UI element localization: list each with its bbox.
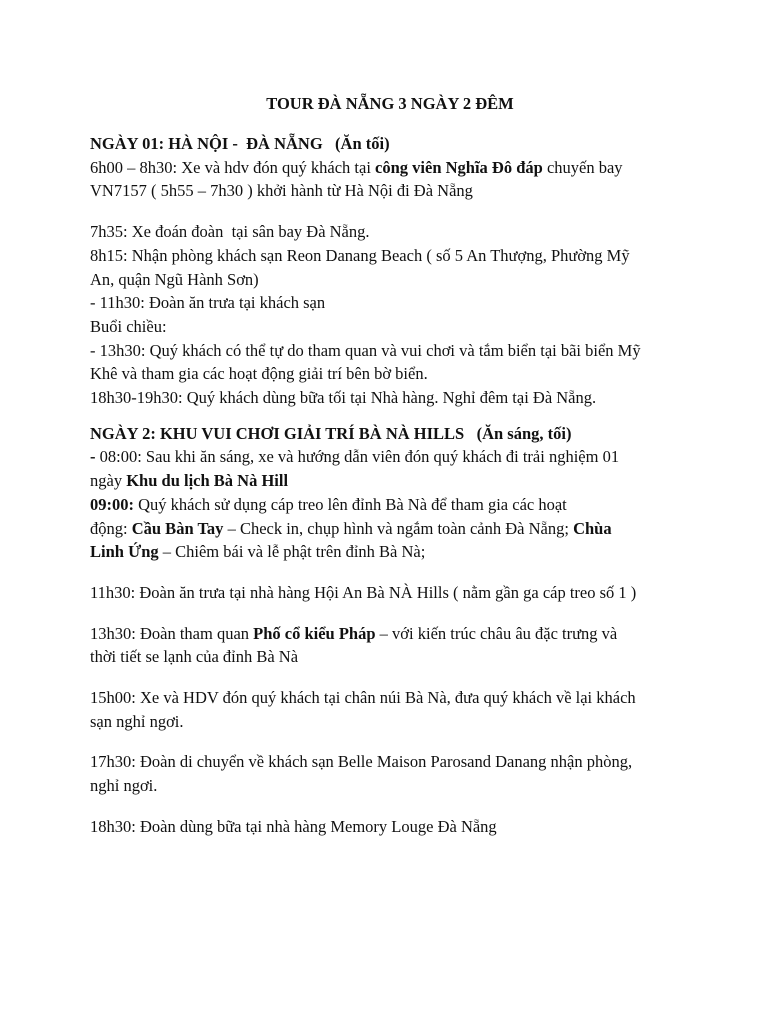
spacer	[90, 798, 690, 815]
spacer	[90, 605, 690, 622]
day2-paragraph-4-line-2: nghỉ ngơi.	[90, 776, 158, 796]
day1-line-8: - 13h30: Quý khách có thể tự do tham quan và vui chơi và tắm biển tại bãi biển Mỹ	[90, 340, 641, 360]
day1-line-1-bold: công viên Nghĩa Đô đáp	[375, 157, 543, 177]
day2-paragraph-2-bold: Phố cổ kiểu Pháp	[253, 623, 376, 643]
day2-heading: NGÀY 2: KHU VUI CHƠI GIẢI TRÍ BÀ NÀ HILLS (Ăn sáng, tối)	[90, 423, 572, 443]
day2-line-1-dash: -	[90, 447, 100, 467]
day1-line-9: Khê và tham gia các hoạt động giải trí bên bờ biển.	[90, 364, 428, 384]
day2-line-3	[90, 493, 690, 517]
day2-line-4	[90, 517, 690, 541]
day1-line-5: An, quận Ngũ Hành Sơn)	[90, 269, 259, 289]
day2-paragraph-1: 11h30: Đoàn ăn trưa tại nhà hàng Hội An Bà NÀ Hills ( nằm gần ga cáp treo số 1 )	[90, 582, 637, 602]
day2-paragraph-2-line-2: thời tiết se lạnh của đỉnh Bà Nà	[90, 647, 299, 667]
day2-line-1	[90, 445, 690, 469]
day2-line-4-bold: Cầu Bàn Tay	[131, 518, 224, 538]
day2-line-4-text: động:	[90, 518, 132, 538]
day1-line-4: 8h15: Nhận phòng khách sạn Reon Danang Beach ( số 5 An Thượng, Phường Mỹ	[90, 245, 630, 265]
day2-line-2	[90, 469, 690, 493]
day1-line-2: VN7157 ( 5h55 – 7h30 ) khởi hành từ Hà Nội đi Đà Nẵng	[90, 181, 473, 201]
day2-line-3-time: 09:00:	[90, 494, 134, 514]
day1-line-10: 18h30-19h30: Quý khách dùng bữa tối tại Nhà hàng. Nghỉ đêm tại Đà Nẵng.	[90, 388, 597, 408]
day2-line-4-mid: – Check in, chụp hình và ngắm toàn cảnh Đà Nẵng;	[223, 518, 574, 538]
day2-line-5	[90, 540, 690, 564]
day1-line-7: Buổi chiều:	[90, 316, 167, 336]
day2-paragraph-4: 17h30: Đoàn di chuyển về khách sạn Belle Maison Parosand Danang nhận phòng,	[90, 752, 633, 772]
day2-line-4-bold-tail: Chùa	[573, 518, 612, 538]
day1-line-1-text: 6h00 – 8h30: Xe và hdv đón quý khách tại	[90, 157, 376, 177]
spacer	[90, 410, 690, 422]
day2-paragraph-2-tail: – với kiến trúc châu âu đặc trưng và	[375, 623, 618, 643]
day2-paragraph-2	[90, 622, 690, 646]
day1-line-3: 7h35: Xe đoán đoàn tại sân bay Đà Nẵng.	[90, 222, 370, 242]
document-title: TOUR ĐÀ NẴNG 3 NGÀY 2 ĐÊM	[266, 94, 514, 113]
day1-line-6: - 11h30: Đoàn ăn trưa tại khách sạn	[90, 293, 326, 313]
day2-line-2-text: ngày	[90, 471, 127, 491]
spacer	[90, 733, 690, 750]
spacer	[90, 669, 690, 686]
spacer	[90, 203, 690, 220]
day2-line-3-text: Quý khách sử dụng cáp treo lên đỉnh Bà Nà để tham gia các hoạt	[134, 494, 567, 514]
day1-line-1-tail: chuyến bay	[542, 157, 623, 177]
day2-line-5-text: – Chiêm bái và lễ phật trên đỉnh Bà Nà;	[158, 542, 426, 562]
day2-line-2-bold: Khu du lịch Bà Nà Hill	[126, 471, 289, 491]
day1-heading: NGÀY 01: HÀ NỘI - ĐÀ NẴNG (Ăn tối)	[90, 134, 390, 153]
day2-paragraph-2-text: 13h30: Đoàn tham quan	[90, 623, 254, 643]
day1-line-1	[90, 156, 690, 180]
spacer	[90, 564, 690, 581]
document-page	[90, 92, 690, 839]
day2-paragraph-5: 18h30: Đoàn dùng bữa tại nhà hàng Memory Louge Đà Nẵng	[90, 816, 497, 836]
day2-paragraph-3-line-2: sạn nghỉ ngơi.	[90, 711, 184, 731]
day2-line-1-text: 08:00: Sau khi ăn sáng, xe và hướng dẫn viên đón quý khách đi trải nghiệm 01	[99, 447, 620, 467]
day2-line-5-bold: Linh Ứng	[90, 542, 159, 562]
day2-paragraph-3: 15h00: Xe và HDV đón quý khách tại chân núi Bà Nà, đưa quý khách về lại khách	[90, 688, 636, 708]
